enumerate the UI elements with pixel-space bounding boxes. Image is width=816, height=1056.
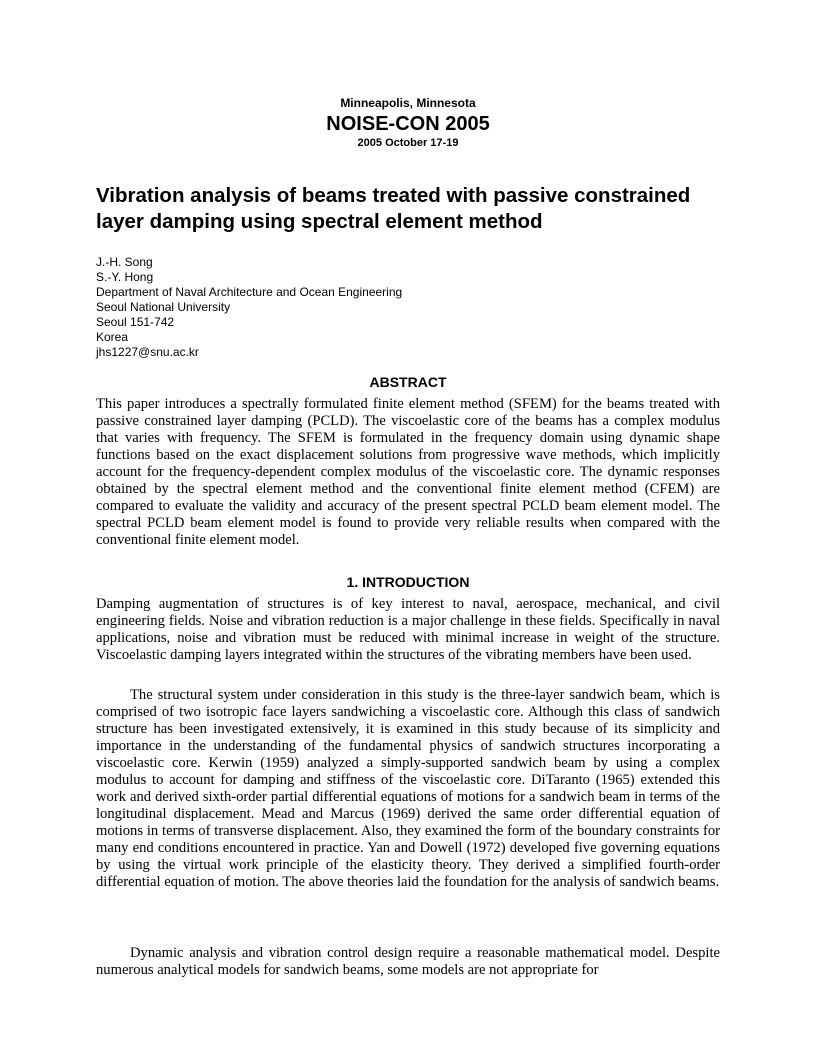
introduction-paragraph: Damping augmentation of structures is of key interest to naval, aerospace, mechanical, and civil engineering fields. Noise and vibration reduction is a major challenge in these fields. Specifically in naval applications, noise and vibration must be reduced with minimal increase in weight of the structure. Viscoelastic damping layers integrated within the structures of the vibrating members have been used. xyxy=(96,596,720,663)
introduction-paragraph: The structural system under consideration in this study is the three-layer sandwich beam, which is comprised of two isotropic face layers sandwiching a viscoelastic core. Although this class of sandwich structure has been investigated extensively, it is examined in this study because of its simplicity and importance in the understanding of the fundamental physics of sandwich structures incorporating a viscoelastic core. Kerwin (1959) analyzed a simply-supported sandwich beam by using a complex modulus to account for damping and stiffness of the viscoelastic core. DiTaranto (1965) extended this work and derived sixth-order partial differential equations of motions for a sandwich beam in terms of the longitudinal displacement. Mead and Marcus (1969) derived the same order differential equation of motions in terms of transverse displacement. Also, they examined the form of the boundary constraints for many end conditions encountered in practice. Yan and Dowell (1972) developed five governing equations by using the virtual work principle of the elasticity theory. They derived a simplified fourth-order differential equation of motion. The above theories laid the foundation for the analysis of sandwich beams. xyxy=(96,687,720,890)
introduction-paragraph: Dynamic analysis and vibration control design require a reasonable mathematical model. Despite numerous analytical models for sandwich beams, some models are not appropriate for xyxy=(96,945,720,978)
paper-title: Vibration analysis of beams treated with passive constrained layer damping using spectral element method xyxy=(96,184,691,233)
conference-name: NOISE-CON 2005 xyxy=(326,113,490,135)
author-name: J.-H. Song xyxy=(96,255,153,269)
abstract-heading: ABSTRACT xyxy=(369,374,447,390)
author-name: S.-Y. Hong xyxy=(96,270,154,284)
author-department: Department of Naval Architecture and Ocean Engineering xyxy=(96,285,403,299)
author-university: Seoul National University xyxy=(96,300,231,314)
conference-location: Minneapolis, Minnesota xyxy=(340,96,476,110)
author-email: jhs1227@snu.ac.kr xyxy=(96,345,199,359)
conference-date: 2005 October 17-19 xyxy=(357,137,459,149)
introduction-heading: 1. INTRODUCTION xyxy=(346,574,470,590)
author-country: Korea xyxy=(96,330,129,344)
author-block xyxy=(96,255,402,360)
abstract-text: This paper introduces a spectrally formulated finite element method (SFEM) for the beams treated with passive constrained layer damping (PCLD). The viscoelastic core of the beams has a complex modulus that varies with frequency. The SFEM is formulated in the frequency domain using dynamic shape functions based on the exact displacement solutions from progressive wave methods, which implicitly account for the frequency-dependent complex modulus of the viscoelastic core. The dynamic responses obtained by the spectral element method and the conventional finite element method (CFEM) are compared to evaluate the validity and accuracy of the present spectral PCLD beam element model. The spectral PCLD beam element model is found to provide very reliable results when compared with the conventional finite element model. xyxy=(96,396,720,548)
author-city: Seoul 151-742 xyxy=(96,315,175,329)
